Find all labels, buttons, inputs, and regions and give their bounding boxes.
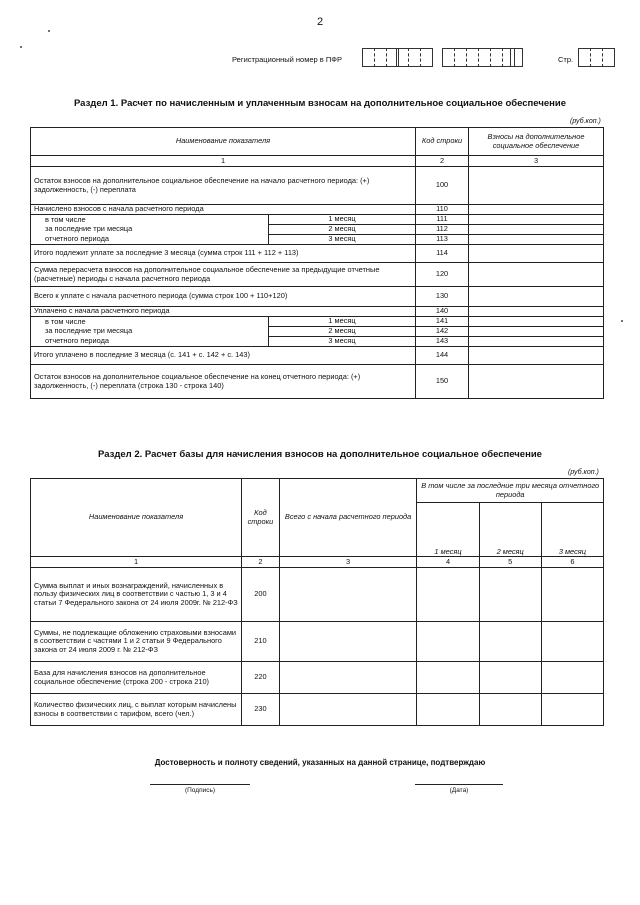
row-code: 230 [242,694,280,726]
table-row [31,307,604,317]
row-label: Итого подлежит уплате за последние 3 месяца (сумма строк 111 + 112 + 113) [31,245,416,263]
value-cell[interactable] [417,568,479,622]
sub-label: за последние три месяца [31,327,269,337]
col-number: 6 [541,557,603,568]
value-cell[interactable] [279,568,417,622]
table-row [31,622,604,662]
col-header-month: 2 месяц [479,503,541,557]
col-number: 3 [469,156,604,167]
value-cell[interactable] [479,622,541,662]
table-row [31,263,604,287]
sub-label: отчетного периода [31,337,269,347]
row-code: 111 [416,215,469,225]
column-number-row [31,557,604,568]
section2-title: Раздел 2. Расчет базы для начисления взносов на дополнительное социальное обеспечение [98,449,542,460]
row-code: 200 [242,568,280,622]
row-label: Сумма выплат и иных вознаграждений, начисленных в пользу физических лиц в соответствии с частью 1, 3 и 4 статьи 7 Федерального закона от 24 июля 2009г. № 212-ФЗ [31,568,242,622]
col-header-month: 3 месяц [541,503,603,557]
row-label: Сумма перерасчета взносов на дополнительное социальное обеспечение за предыдущие отчетные (расчетные) периоды с начала расчетного периода [31,263,416,287]
sub-row [31,235,604,245]
value-cell[interactable] [469,347,604,365]
value-cell[interactable] [541,694,603,726]
row-label: Итого уплачено в последние 3 месяца (с. 141 + с. 142 + с. 143) [31,347,416,365]
row-code: 130 [416,287,469,307]
sub-row [31,225,604,235]
section2-table [30,478,604,726]
table-row [31,245,604,263]
col-number: 2 [416,156,469,167]
col-header-code: Код строки [416,128,469,156]
value-cell[interactable] [469,327,604,337]
row-label: Уплачено с начала расчетного периода [31,307,416,317]
col-number: 4 [417,557,479,568]
col-header-group: В том числе за последние три месяца отчетного периода [417,479,604,503]
scan-speck [48,30,50,32]
reg-number-group-2[interactable] [396,48,433,67]
value-cell[interactable] [469,235,604,245]
reg-number-group-4[interactable] [510,48,523,67]
row-code: 112 [416,225,469,235]
sub-row [31,317,604,327]
value-cell[interactable] [469,167,604,205]
month-label: 3 месяц [269,235,416,245]
header-row [31,128,604,156]
table-row [31,347,604,365]
value-cell[interactable] [469,365,604,399]
month-label: 1 месяц [269,215,416,225]
row-label: Количество физических лиц, с выплат которым начислены взносы в соответствии с тарифом, всего (чел.) [31,694,242,726]
value-cell[interactable] [417,694,479,726]
row-label: Начислено взносов с начала расчетного периода [31,205,416,215]
col-header-name: Наименование показателя [31,128,416,156]
sub-label: отчетного периода [31,235,269,245]
date-caption: (Дата) [449,787,469,794]
table-row [31,287,604,307]
row-code: 220 [242,662,280,694]
col-header-code: Код строки [242,479,280,557]
row-code: 142 [416,327,469,337]
value-cell[interactable] [469,287,604,307]
reg-number-label: Регистрационный номер в ПФР [232,55,342,64]
reg-number-group-1[interactable] [362,48,399,67]
signature-caption: (Подпись) [184,787,216,794]
page-label: Стр. [558,55,574,64]
sub-row [31,327,604,337]
row-code: 120 [416,263,469,287]
row-label: Всего к уплате с начала расчетного периода (сумма строк 100 + 110+120) [31,287,416,307]
row-code: 113 [416,235,469,245]
value-cell[interactable] [469,245,604,263]
value-cell[interactable] [469,215,604,225]
sub-label: в том числе [31,317,269,327]
value-cell[interactable] [279,662,417,694]
section2-unit: (руб.коп.) [568,469,599,476]
section1-table [30,127,604,399]
row-code: 100 [416,167,469,205]
table-row [31,662,604,694]
scan-speck [621,320,623,322]
table-row [31,694,604,726]
section1-title: Раздел 1. Расчет по начисленным и уплаченным взносам на дополнительное социальное обеспечение [73,98,567,109]
page-number-cells[interactable] [578,48,615,67]
value-cell[interactable] [279,622,417,662]
date-line[interactable] [415,784,503,785]
value-cell[interactable] [279,694,417,726]
column-number-row [31,156,604,167]
table-row [31,205,604,215]
row-code: 144 [416,347,469,365]
value-cell[interactable] [469,225,604,235]
row-label: Суммы, не подлежащие обложению страховыми взносами в соответствии с частями 1 и 2 статьи 9 Федерального закона от 24 июля 2009 г. № 212-ФЗ [31,622,242,662]
col-number: 3 [279,557,417,568]
value-cell[interactable] [469,307,604,317]
value-cell[interactable] [479,694,541,726]
row-code: 210 [242,622,280,662]
month-label: 3 месяц [269,337,416,347]
col-header-name: Наименование показателя [31,479,242,557]
signature-line[interactable] [150,784,250,785]
col-number: 2 [242,557,280,568]
value-cell[interactable] [417,622,479,662]
row-code: 114 [416,245,469,263]
sub-row [31,337,604,347]
value-cell[interactable] [469,263,604,287]
table-row [31,365,604,399]
col-header-value: Взносы на дополнительное социальное обеспечение [469,128,604,156]
value-cell[interactable] [541,662,603,694]
row-code: 143 [416,337,469,347]
col-header-total: Всего с начала расчетного периода [279,479,417,557]
row-label: Остаток взносов на дополнительное социальное обеспечение на начало расчетного периода: (+) задолженность, (-) переплата [31,167,416,205]
sub-row [31,215,604,225]
row-code: 140 [416,307,469,317]
row-code: 110 [416,205,469,215]
sub-label: в том числе [31,215,269,225]
table-row [31,568,604,622]
row-label: Остаток взносов на дополнительное социальное обеспечение на конец отчетного периода: (+) задолженность, (-) переплата (строка 130 - строка 140) [31,365,416,399]
scan-speck [20,46,22,48]
col-number: 5 [479,557,541,568]
value-cell[interactable] [469,205,604,215]
col-number: 1 [31,156,416,167]
row-label: База для начисления взносов на дополнительное социальное обеспечение (строка 200 - строка 210) [31,662,242,694]
value-cell[interactable] [469,337,604,347]
header-row [31,479,604,503]
page-number: 2 [316,16,324,28]
table-row [31,167,604,205]
value-cell[interactable] [541,622,603,662]
value-cell[interactable] [541,568,603,622]
reg-number-group-3[interactable] [442,48,515,67]
row-code: 141 [416,317,469,327]
col-header-month: 1 месяц [417,503,479,557]
month-label: 2 месяц [269,225,416,235]
month-label: 1 месяц [269,317,416,327]
value-cell[interactable] [479,662,541,694]
month-label: 2 месяц [269,327,416,337]
confirmation-text: Достоверность и полноту сведений, указанных на данной странице, подтверждаю [154,758,486,767]
value-cell[interactable] [469,317,604,327]
section1-unit: (руб.коп.) [570,118,601,125]
col-number: 1 [31,557,242,568]
value-cell[interactable] [479,568,541,622]
sub-label: за последние три месяца [31,225,269,235]
row-code: 150 [416,365,469,399]
value-cell[interactable] [417,662,479,694]
